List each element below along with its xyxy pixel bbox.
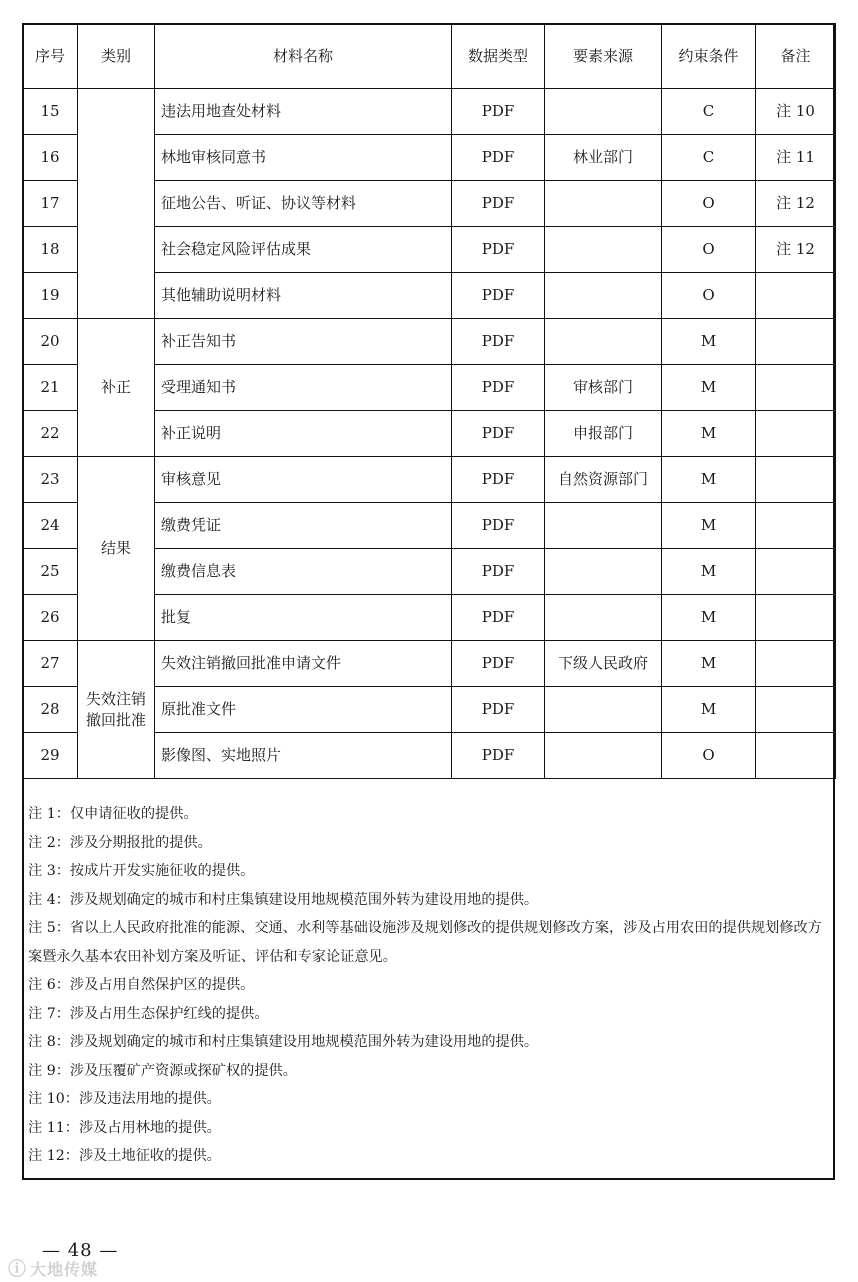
header-cell: 备注 [756, 24, 836, 89]
material-name-cell: 补正告知书 [155, 319, 452, 365]
source-cell [545, 687, 662, 733]
remark-cell [756, 457, 836, 503]
remark-cell: 注 12 [756, 181, 836, 227]
constraint-cell: O [662, 273, 756, 319]
constraint-cell: M [662, 641, 756, 687]
note-item: 注 12：涉及土地征收的提供。 [28, 1148, 221, 1164]
source-cell [545, 503, 662, 549]
source-cell: 审核部门 [545, 365, 662, 411]
header-cell: 类别 [78, 24, 155, 89]
watermark-text: 大地传媒 [30, 1260, 99, 1279]
remark-cell: 注 10 [756, 89, 836, 135]
source-cell: 下级人民政府 [545, 641, 662, 687]
data-type-cell: PDF [452, 687, 545, 733]
remark-cell [756, 319, 836, 365]
row-number-cell: 15 [23, 89, 78, 135]
source-cell: 林业部门 [545, 135, 662, 181]
source-cell [545, 273, 662, 319]
remark-cell: 注 11 [756, 135, 836, 181]
note-item: 注 8：涉及规划确定的城市和村庄集镇建设用地规模范围外转为建设用地的提供。 [28, 1034, 539, 1050]
constraint-cell: M [662, 503, 756, 549]
data-type-cell: PDF [452, 135, 545, 181]
row-number-cell: 29 [23, 733, 78, 779]
material-name-cell: 受理通知书 [155, 365, 452, 411]
material-name-cell: 缴费信息表 [155, 549, 452, 595]
note-item: 注 1：仅申请征收的提供。 [28, 806, 198, 822]
constraint-cell: M [662, 411, 756, 457]
remark-cell [756, 641, 836, 687]
material-name-cell: 影像图、实地照片 [155, 733, 452, 779]
watermark [8, 1255, 98, 1281]
material-name-cell: 其他辅助说明材料 [155, 273, 452, 319]
data-type-cell: PDF [452, 641, 545, 687]
note-item: 注 10：涉及违法用地的提供。 [28, 1091, 221, 1107]
remark-cell [756, 733, 836, 779]
remark-cell: 注 12 [756, 227, 836, 273]
material-name-cell: 原批准文件 [155, 687, 452, 733]
note-item: 注 9：涉及压覆矿产资源或探矿权的提供。 [28, 1062, 297, 1079]
material-name-cell: 补正说明 [155, 411, 452, 457]
material-name-cell: 审核意见 [155, 457, 452, 503]
materials-table [22, 23, 836, 779]
row-number-cell: 19 [23, 273, 78, 319]
note-item: 注 3：按成片开发实施征收的提供。 [28, 863, 255, 879]
watermark-logo-icon: ⓘ [8, 1259, 27, 1280]
category-cell: 失效注销 撤回批准 [78, 641, 155, 779]
source-cell [545, 733, 662, 779]
table-row [23, 319, 836, 365]
row-number-cell: 23 [23, 457, 78, 503]
header-cell: 数据类型 [452, 24, 545, 89]
material-name-cell: 林地审核同意书 [155, 135, 452, 181]
note-item: 注 5：省以上人民政府批准的能源、交通、水利等基础设施涉及规划修改的提供规划修改方案，涉及占用农田的提供规划修改方案暨永久基本农田补划方案及听证、评估和专家论证意见。 [28, 920, 822, 965]
constraint-cell: M [662, 319, 756, 365]
row-number-cell: 24 [23, 503, 78, 549]
notes-section [28, 800, 833, 1171]
data-type-cell: PDF [452, 181, 545, 227]
data-type-cell: PDF [452, 457, 545, 503]
constraint-cell: M [662, 549, 756, 595]
constraint-cell: O [662, 227, 756, 273]
material-name-cell: 批复 [155, 595, 452, 641]
row-number-cell: 21 [23, 365, 78, 411]
data-type-cell: PDF [452, 549, 545, 595]
material-name-cell: 社会稳定风险评估成果 [155, 227, 452, 273]
constraint-cell: M [662, 457, 756, 503]
header-cell: 要素来源 [545, 24, 662, 89]
row-number-cell: 16 [23, 135, 78, 181]
data-type-cell: PDF [452, 365, 545, 411]
material-name-cell: 征地公告、听证、协议等材料 [155, 181, 452, 227]
material-name-cell: 失效注销撤回批准申请文件 [155, 641, 452, 687]
constraint-cell: M [662, 365, 756, 411]
source-cell [545, 89, 662, 135]
source-cell [545, 227, 662, 273]
source-cell: 自然资源部门 [545, 457, 662, 503]
category-cell [78, 89, 155, 319]
remark-cell [756, 595, 836, 641]
row-number-cell: 22 [23, 411, 78, 457]
header-cell: 材料名称 [155, 24, 452, 89]
header-cell: 序号 [23, 24, 78, 89]
row-number-cell: 27 [23, 641, 78, 687]
table-header-row [23, 24, 836, 89]
source-cell [545, 181, 662, 227]
row-number-cell: 26 [23, 595, 78, 641]
data-type-cell: PDF [452, 89, 545, 135]
header-cell: 约束条件 [662, 24, 756, 89]
material-name-cell: 违法用地查处材料 [155, 89, 452, 135]
remark-cell [756, 411, 836, 457]
table-row [23, 457, 836, 503]
note-item: 注 2：涉及分期报批的提供。 [28, 834, 212, 851]
constraint-cell: O [662, 733, 756, 779]
row-number-cell: 18 [23, 227, 78, 273]
data-type-cell: PDF [452, 503, 545, 549]
row-number-cell: 20 [23, 319, 78, 365]
table-row [23, 641, 836, 687]
category-cell: 补正 [78, 319, 155, 457]
remark-cell [756, 503, 836, 549]
note-item: 注 4：涉及规划确定的城市和村庄集镇建设用地规模范围外转为建设用地的提供。 [28, 891, 539, 908]
note-item: 注 11：涉及占用林地的提供。 [28, 1119, 221, 1136]
constraint-cell: M [662, 687, 756, 733]
material-name-cell: 缴费凭证 [155, 503, 452, 549]
note-item: 注 7：涉及占用生态保护红线的提供。 [28, 1005, 269, 1022]
remark-cell [756, 549, 836, 595]
data-type-cell: PDF [452, 227, 545, 273]
source-cell [545, 595, 662, 641]
remark-cell [756, 687, 836, 733]
remark-cell [756, 365, 836, 411]
table-row [23, 89, 836, 135]
note-item: 注 6：涉及占用自然保护区的提供。 [28, 977, 255, 993]
data-type-cell: PDF [452, 595, 545, 641]
constraint-cell: M [662, 595, 756, 641]
data-type-cell: PDF [452, 411, 545, 457]
data-type-cell: PDF [452, 733, 545, 779]
data-type-cell: PDF [452, 273, 545, 319]
source-cell: 申报部门 [545, 411, 662, 457]
row-number-cell: 28 [23, 687, 78, 733]
data-type-cell: PDF [452, 319, 545, 365]
constraint-cell: O [662, 181, 756, 227]
page-number: — 48 — [42, 1240, 119, 1261]
source-cell [545, 549, 662, 595]
constraint-cell: C [662, 89, 756, 135]
source-cell [545, 319, 662, 365]
constraint-cell: C [662, 135, 756, 181]
category-cell: 结果 [78, 457, 155, 641]
row-number-cell: 17 [23, 181, 78, 227]
remark-cell [756, 273, 836, 319]
row-number-cell: 25 [23, 549, 78, 595]
